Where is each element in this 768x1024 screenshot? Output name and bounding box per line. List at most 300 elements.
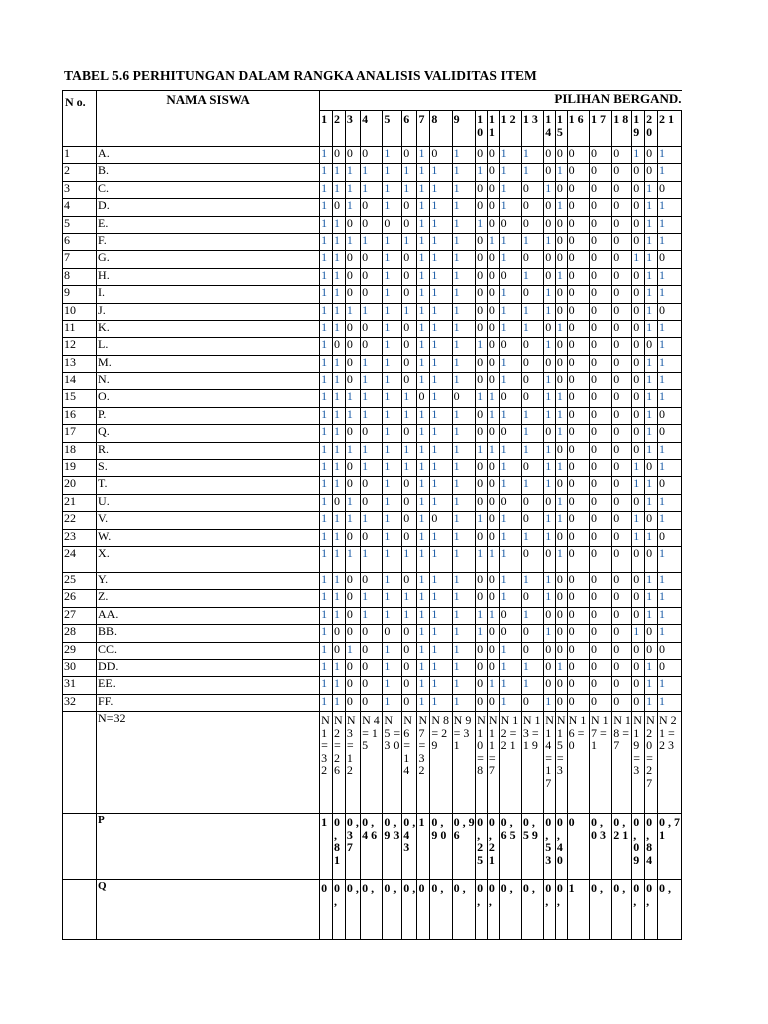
score-cell: 0	[567, 216, 589, 233]
score-cell: 1	[332, 233, 345, 250]
table-row	[63, 572, 682, 589]
score-cell: 1	[417, 373, 430, 390]
score-cell: 1	[361, 460, 383, 477]
score-cell: 1	[345, 303, 360, 320]
score-cell: 0	[476, 251, 488, 268]
score-cell: 1	[430, 659, 452, 676]
score-cell: 0	[361, 659, 383, 676]
score-cell: 1	[452, 659, 475, 676]
score-cell: 1	[361, 390, 383, 407]
score-cell: 0	[589, 373, 611, 390]
score-cell: 0	[402, 477, 417, 494]
score-cell: 0	[589, 460, 611, 477]
score-cell: 1	[361, 546, 383, 572]
score-cell: 0	[567, 642, 589, 659]
score-cell: 1	[521, 303, 543, 320]
q-row-blank	[63, 880, 97, 940]
score-cell: 1	[452, 147, 475, 164]
score-cell: 1	[499, 659, 521, 676]
score-cell: 1	[430, 268, 452, 285]
score-cell: 0	[612, 460, 632, 477]
score-cell: 1	[499, 181, 521, 198]
score-cell: 0	[612, 251, 632, 268]
score-cell: 1	[320, 303, 333, 320]
score-cell: 0	[555, 642, 567, 659]
table-row	[63, 251, 682, 268]
score-cell: 0	[521, 373, 543, 390]
score-cell: 0	[476, 355, 488, 372]
score-cell: 0	[612, 373, 632, 390]
table-row	[63, 659, 682, 676]
score-cell: 1	[320, 338, 333, 355]
score-cell: 0	[589, 625, 611, 642]
score-cell: 1	[361, 590, 383, 607]
score-cell: 1	[452, 216, 475, 233]
score-cell: 1	[430, 251, 452, 268]
score-cell: 0	[476, 590, 488, 607]
score-cell: 0	[589, 286, 611, 303]
score-cell: 1	[555, 494, 567, 511]
score-cell: 1	[645, 477, 658, 494]
n-row-cell-10: N 1 0 = 8	[476, 712, 488, 814]
score-cell: 0	[612, 442, 632, 459]
score-cell: 1	[430, 642, 452, 659]
score-cell: 0	[658, 303, 682, 320]
row-number: 30	[63, 659, 97, 676]
score-cell: 0	[555, 216, 567, 233]
score-cell: 1	[332, 442, 345, 459]
score-cell: 0	[567, 677, 589, 694]
n-row-cell-11: N 1 1 = 7	[487, 712, 499, 814]
score-cell: 0	[402, 320, 417, 337]
score-cell: 0	[632, 607, 645, 624]
score-cell: 1	[658, 442, 682, 459]
score-cell: 1	[645, 607, 658, 624]
student-name: O.	[97, 390, 320, 407]
score-cell: 0	[589, 607, 611, 624]
score-cell: 0	[612, 286, 632, 303]
score-cell: 0	[612, 572, 632, 589]
score-cell: 1	[452, 355, 475, 372]
score-cell: 1	[544, 460, 556, 477]
score-cell: 0	[345, 286, 360, 303]
score-cell: 1	[320, 407, 333, 424]
score-cell: 1	[476, 607, 488, 624]
table-row	[63, 407, 682, 424]
score-cell: 1	[555, 460, 567, 477]
score-cell: 0	[487, 164, 499, 181]
score-cell: 1	[430, 164, 452, 181]
n-row-cell-20: N 2 0 = 2 7	[645, 712, 658, 814]
p-row-cell-11: 0 , 2 1	[487, 814, 499, 880]
score-cell: 1	[544, 233, 556, 250]
header-row-1	[63, 91, 682, 111]
score-cell: 0	[632, 233, 645, 250]
score-cell: 0	[567, 625, 589, 642]
score-cell: 1	[452, 677, 475, 694]
score-cell: 0	[361, 694, 383, 711]
p-row-cell-20: 0 , 8 4	[645, 814, 658, 880]
score-cell: 0	[612, 529, 632, 546]
score-cell: 0	[544, 199, 556, 216]
row-number: 1	[63, 147, 97, 164]
score-cell: 0	[487, 216, 499, 233]
table-row	[63, 199, 682, 216]
score-cell: 0	[658, 181, 682, 198]
score-cell: 0	[361, 425, 383, 442]
score-cell: 0	[521, 355, 543, 372]
score-cell: 1	[430, 390, 452, 407]
score-cell: 0	[632, 216, 645, 233]
item-number-13: 1 3	[521, 111, 543, 147]
score-cell: 1	[521, 442, 543, 459]
item-number-8: 8	[430, 111, 452, 147]
score-cell: 1	[320, 286, 333, 303]
score-cell: 0	[544, 607, 556, 624]
score-cell: 1	[332, 390, 345, 407]
score-cell: 1	[383, 355, 402, 372]
p-row-cell-10: 0 , 2 5	[476, 814, 488, 880]
score-cell: 1	[430, 303, 452, 320]
score-cell: 0	[521, 512, 543, 529]
score-cell: 1	[452, 694, 475, 711]
score-cell: 1	[544, 373, 556, 390]
score-cell: 1	[332, 216, 345, 233]
score-cell: 1	[555, 268, 567, 285]
score-cell: 1	[499, 529, 521, 546]
score-cell: 1	[499, 512, 521, 529]
score-cell: 1	[452, 320, 475, 337]
table-row	[63, 216, 682, 233]
score-cell: 0	[589, 338, 611, 355]
n-row-cell-15: N 1 5 = 3	[555, 712, 567, 814]
score-cell: 1	[555, 407, 567, 424]
score-cell: 0	[567, 199, 589, 216]
score-cell: 0	[555, 694, 567, 711]
p-row-cell-13: 0 , 5 9	[521, 814, 543, 880]
score-cell: 0	[612, 494, 632, 511]
score-cell: 1	[320, 425, 333, 442]
score-cell: 1	[320, 590, 333, 607]
score-cell: 0	[589, 199, 611, 216]
score-cell: 0	[361, 625, 383, 642]
score-cell: 0	[589, 512, 611, 529]
score-cell: 0	[332, 338, 345, 355]
q-row-cell-4: 0 ,	[361, 880, 383, 940]
score-cell: 1	[658, 512, 682, 529]
score-cell: 1	[320, 199, 333, 216]
item-number-6: 6	[402, 111, 417, 147]
p-row-cell-17: 0 , 0 3	[589, 814, 611, 880]
q-row-cell-17: 0 ,	[589, 880, 611, 940]
score-cell: 0	[567, 373, 589, 390]
score-cell: 1	[658, 460, 682, 477]
student-name: M.	[97, 355, 320, 372]
score-cell: 1	[417, 320, 430, 337]
q-row-label: Q	[97, 880, 320, 940]
score-cell: 1	[521, 529, 543, 546]
n-row-cell-7: N 7 = 3 2	[417, 712, 430, 814]
row-number: 28	[63, 625, 97, 642]
score-cell: 1	[345, 233, 360, 250]
row-number: 3	[63, 181, 97, 198]
score-cell: 1	[383, 494, 402, 511]
score-cell: 1	[476, 390, 488, 407]
score-cell: 1	[430, 425, 452, 442]
score-cell: 1	[499, 442, 521, 459]
score-cell: 0	[345, 625, 360, 642]
score-cell: 1	[361, 512, 383, 529]
score-cell: 0	[632, 659, 645, 676]
student-name: V.	[97, 512, 320, 529]
score-cell: 1	[452, 625, 475, 642]
score-cell: 1	[499, 303, 521, 320]
student-name: C.	[97, 181, 320, 198]
row-number: 26	[63, 590, 97, 607]
score-cell: 0	[567, 286, 589, 303]
score-cell: 0	[555, 607, 567, 624]
score-cell: 0	[612, 303, 632, 320]
student-name: F.	[97, 233, 320, 250]
score-cell: 1	[555, 199, 567, 216]
score-cell: 1	[383, 460, 402, 477]
student-name: K.	[97, 320, 320, 337]
score-cell: 0	[589, 181, 611, 198]
score-cell: 0	[476, 529, 488, 546]
row-number: 14	[63, 373, 97, 390]
score-cell: 0	[645, 546, 658, 572]
score-cell: 1	[499, 164, 521, 181]
table-row	[63, 442, 682, 459]
score-cell: 1	[645, 216, 658, 233]
score-cell: 1	[332, 181, 345, 198]
score-cell: 1	[417, 216, 430, 233]
score-cell: 0	[632, 494, 645, 511]
score-cell: 0	[612, 677, 632, 694]
score-cell: 0	[589, 494, 611, 511]
score-cell: 1	[361, 181, 383, 198]
q-row-cell-7: 0	[417, 880, 430, 940]
score-cell: 0	[555, 625, 567, 642]
score-cell: 1	[452, 572, 475, 589]
score-cell: 0	[567, 251, 589, 268]
score-cell: 0	[632, 268, 645, 285]
score-cell: 1	[430, 373, 452, 390]
score-cell: 0	[658, 659, 682, 676]
score-cell: 1	[645, 286, 658, 303]
score-cell: 0	[521, 286, 543, 303]
score-cell: 1	[430, 625, 452, 642]
score-cell: 1	[417, 181, 430, 198]
score-cell: 1	[544, 407, 556, 424]
score-cell: 1	[544, 286, 556, 303]
score-cell: 0	[632, 355, 645, 372]
score-cell: 0	[555, 251, 567, 268]
score-cell: 0	[476, 694, 488, 711]
score-cell: 0	[345, 373, 360, 390]
score-cell: 0	[345, 477, 360, 494]
student-name: G.	[97, 251, 320, 268]
item-number-20: 2 0	[645, 111, 658, 147]
score-cell: 0	[555, 373, 567, 390]
score-cell: 0	[632, 677, 645, 694]
item-number-7: 7	[417, 111, 430, 147]
score-cell: 1	[332, 407, 345, 424]
score-cell: 0	[487, 199, 499, 216]
table-row	[63, 425, 682, 442]
n-row-label: N=32	[97, 712, 320, 814]
score-cell: 1	[417, 147, 430, 164]
score-cell: 1	[645, 199, 658, 216]
score-cell: 1	[383, 181, 402, 198]
score-cell: 0	[632, 590, 645, 607]
score-cell: 1	[332, 268, 345, 285]
score-cell: 1	[544, 303, 556, 320]
score-cell: 0	[567, 512, 589, 529]
score-cell: 0	[345, 338, 360, 355]
score-cell: 0	[345, 251, 360, 268]
n-row-cell-13: N 1 3 = 1 9	[521, 712, 543, 814]
score-cell: 1	[332, 572, 345, 589]
score-cell: 0	[589, 590, 611, 607]
score-cell: 0	[402, 373, 417, 390]
score-cell: 1	[430, 494, 452, 511]
score-cell: 1	[658, 164, 682, 181]
item-number-17: 1 7	[589, 111, 611, 147]
score-cell: 1	[383, 477, 402, 494]
score-cell: 0	[632, 425, 645, 442]
score-cell: 0	[567, 477, 589, 494]
score-cell: 0	[345, 216, 360, 233]
score-cell: 1	[544, 590, 556, 607]
score-cell: 1	[383, 590, 402, 607]
score-cell: 0	[555, 572, 567, 589]
score-cell: 1	[383, 199, 402, 216]
score-cell: 0	[487, 494, 499, 511]
score-cell: 1	[320, 546, 333, 572]
row-number: 10	[63, 303, 97, 320]
score-cell: 0	[402, 642, 417, 659]
score-cell: 0	[476, 233, 488, 250]
score-cell: 1	[452, 164, 475, 181]
score-cell: 1	[452, 251, 475, 268]
score-cell: 1	[658, 233, 682, 250]
score-cell: 1	[383, 425, 402, 442]
score-cell: 0	[612, 199, 632, 216]
score-cell: 0	[499, 425, 521, 442]
score-cell: 0	[589, 477, 611, 494]
score-cell: 1	[345, 181, 360, 198]
score-cell: 0	[487, 355, 499, 372]
p-row-cell-4: 0 , 4 6	[361, 814, 383, 880]
score-cell: 0	[645, 642, 658, 659]
score-cell: 1	[320, 320, 333, 337]
score-cell: 0	[589, 390, 611, 407]
score-cell: 1	[383, 390, 402, 407]
score-cell: 0	[612, 147, 632, 164]
student-name: I.	[97, 286, 320, 303]
score-cell: 1	[361, 442, 383, 459]
score-cell: 1	[402, 460, 417, 477]
score-cell: 0	[612, 659, 632, 676]
score-cell: 0	[612, 181, 632, 198]
score-cell: 0	[612, 546, 632, 572]
score-cell: 1	[452, 425, 475, 442]
score-cell: 0	[487, 512, 499, 529]
score-cell: 0	[567, 164, 589, 181]
student-name: J.	[97, 303, 320, 320]
table-row	[63, 607, 682, 624]
row-number: 29	[63, 642, 97, 659]
table-title: TABEL 5.6 PERHITUNGAN DALAM RANGKA ANALISIS VALIDITAS ITEM	[64, 68, 537, 83]
score-cell: 0	[521, 590, 543, 607]
item-number-5: 5	[383, 111, 402, 147]
q-row-cell-3: 0 ,	[345, 880, 360, 940]
score-cell: 0	[612, 512, 632, 529]
score-cell: 0	[658, 251, 682, 268]
score-cell: 0	[612, 216, 632, 233]
score-cell: 0	[402, 625, 417, 642]
score-cell: 1	[555, 512, 567, 529]
row-number: 16	[63, 407, 97, 424]
score-cell: 0	[402, 286, 417, 303]
row-number: 5	[63, 216, 97, 233]
score-cell: 0	[567, 407, 589, 424]
score-cell: 0	[612, 625, 632, 642]
score-cell: 0	[476, 303, 488, 320]
score-cell: 0	[361, 477, 383, 494]
score-cell: 1	[452, 642, 475, 659]
score-cell: 1	[632, 625, 645, 642]
p-row-blank	[63, 814, 97, 880]
student-name: T.	[97, 477, 320, 494]
n-row-cell-1: N 1 = 3 2	[320, 712, 333, 814]
score-cell: 0	[476, 320, 488, 337]
row-number: 27	[63, 607, 97, 624]
score-cell: 1	[383, 572, 402, 589]
score-cell: 0	[361, 147, 383, 164]
score-cell: 1	[658, 286, 682, 303]
score-cell: 0	[499, 268, 521, 285]
score-cell: 0	[589, 268, 611, 285]
student-name: B.	[97, 164, 320, 181]
score-cell: 0	[589, 425, 611, 442]
score-cell: 0	[544, 164, 556, 181]
score-cell: 1	[499, 677, 521, 694]
score-cell: 0	[567, 233, 589, 250]
score-cell: 0	[658, 407, 682, 424]
score-cell: 0	[521, 390, 543, 407]
score-cell: 0	[658, 642, 682, 659]
score-cell: 1	[645, 268, 658, 285]
score-cell: 0	[402, 268, 417, 285]
score-cell: 1	[521, 147, 543, 164]
score-cell: 1	[320, 390, 333, 407]
item-number-21: 2 1	[658, 111, 682, 147]
no-header: N o.	[63, 91, 97, 147]
score-cell: 1	[383, 694, 402, 711]
score-cell: 1	[417, 233, 430, 250]
score-cell: 1	[499, 694, 521, 711]
score-cell: 1	[430, 694, 452, 711]
score-cell: 1	[417, 512, 430, 529]
item-number-11: 1 1	[487, 111, 499, 147]
score-cell: 1	[361, 303, 383, 320]
student-name: H.	[97, 268, 320, 285]
score-cell: 0	[567, 494, 589, 511]
p-row-cell-5: 0 , 9 3	[383, 814, 402, 880]
score-cell: 0	[487, 181, 499, 198]
